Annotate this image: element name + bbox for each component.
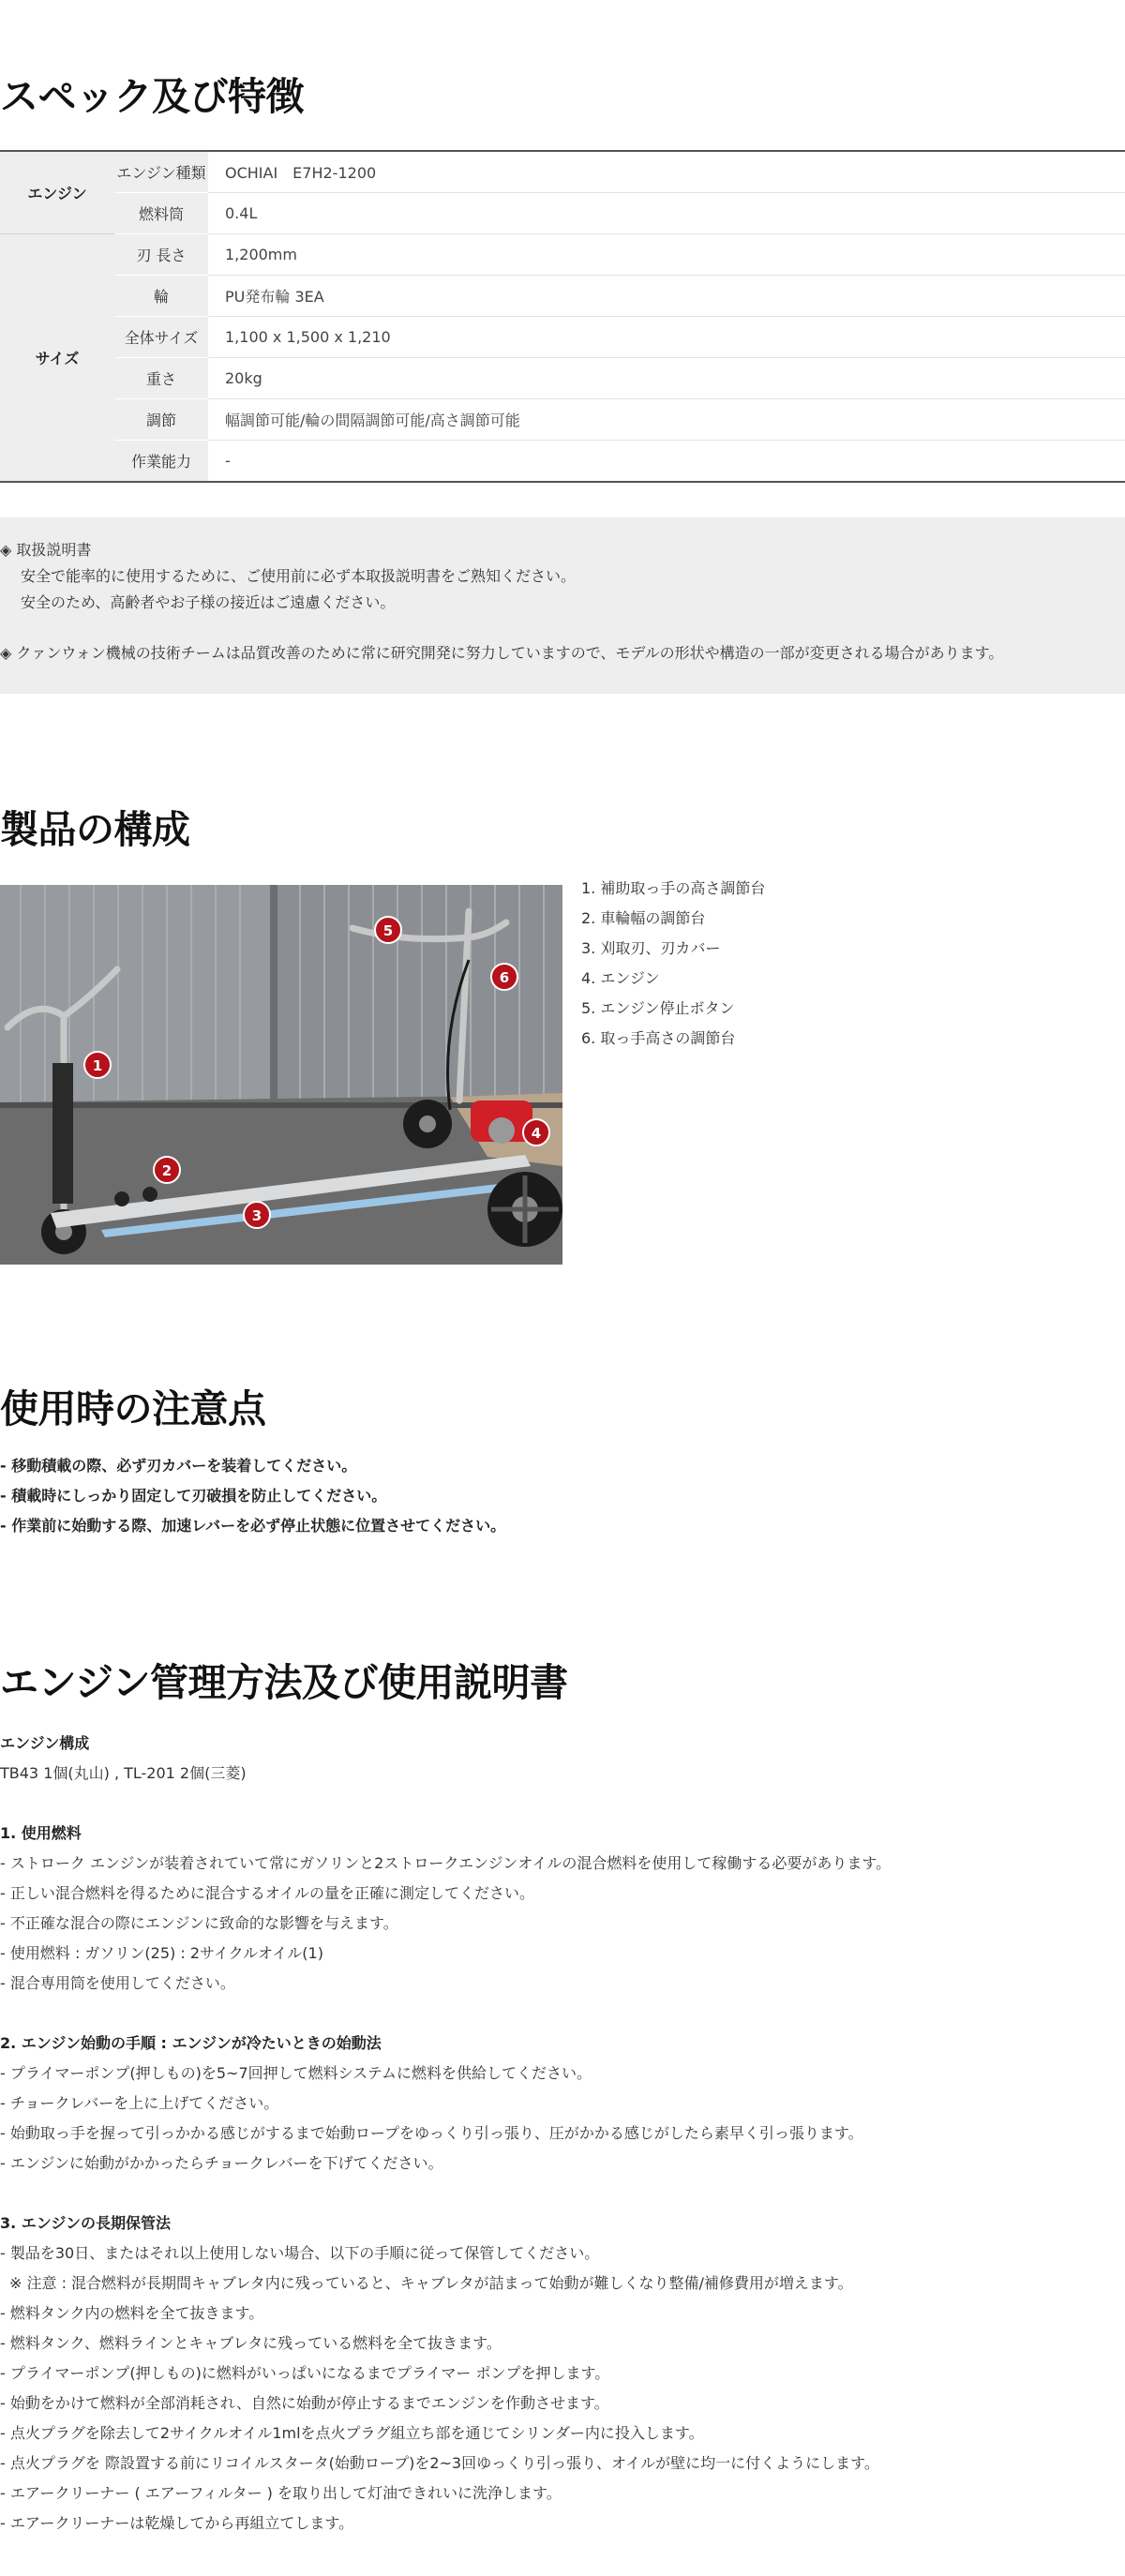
marker-label: 3	[251, 1207, 262, 1224]
section-heading: 3. エンジンの長期保管法	[0, 2214, 171, 2232]
section-heading: 1. 使用燃料	[0, 1824, 82, 1842]
spec-value: -	[225, 452, 231, 470]
list-item: 6. 取っ手高さの調節台	[581, 1029, 736, 1047]
list-item: - 使用燃料 : ガソリン(25) : 2サイクルオイル(1)	[0, 1944, 323, 1962]
list-item: 4. エンジン	[581, 969, 660, 987]
marker-label: 4	[531, 1125, 542, 1142]
list-item: 1. 補助取っ手の高さ調節台	[581, 879, 766, 897]
composition-list	[581, 876, 765, 1056]
spec-value: 1,100 x 1,500 x 1,210	[208, 317, 1125, 358]
spec-value: PU発布輪 3EA	[208, 276, 1125, 317]
product-illustration	[0, 885, 562, 1265]
marker-5	[375, 917, 401, 943]
manual-notice-line: 安全で能率的に使用するために、ご使用前に必ず本取扱説明書をご熟知ください。	[21, 567, 577, 585]
caution-title: 使用時の注意点	[0, 1386, 266, 1431]
manual-notice-line: 安全のため、高齢者やお子様の接近はご遠慮ください。	[21, 593, 396, 611]
list-item: - 燃料タンク、燃料ラインとキャブレタに残っている燃料を全て抜きます。	[0, 2334, 502, 2352]
spec-label: エンジン種類	[114, 151, 208, 193]
list-item: - 製品を30日、またはそれ以上使用しない場合、以下の手順に従って保管してください。	[0, 2244, 600, 2262]
spec-table	[0, 150, 1125, 483]
marker-6	[491, 964, 518, 990]
list-item: - エアークリーナー ( エアーフィルター ) を取り出して灯油できれいに洗浄します。	[0, 2484, 562, 2502]
list-item: - 正しい混合燃料を得るために混合するオイルの量を正確に測定してください。	[0, 1884, 535, 1902]
caution-list	[0, 1454, 505, 1544]
spec-value: 0.4L	[208, 193, 1125, 234]
manual-notice-title: ◈ 取扱説明書	[0, 541, 92, 559]
spec-value: 1,200mm	[208, 234, 1125, 276]
engine-text: TB43 1個(丸山) , TL-201 2個(三菱)	[0, 1764, 247, 1782]
list-item: ※ 注意 : 混合燃料が長期間キャブレタ内に残っていると、キャブレタが詰まって始動が難しくなり整備/補修費用が増えます。	[9, 2274, 853, 2292]
list-item: - ストローク エンジンが装着されていて常にガソリンと2ストロークエンジンオイルの混合燃料を使用して稼働する必要があります。	[0, 1854, 892, 1872]
spec-label: 全体サイズ	[114, 317, 208, 358]
notice-box	[0, 517, 1125, 694]
list-item: - エンジンに始動がかかったらチョークレバーを下げてください。	[0, 2154, 443, 2172]
table-row	[0, 399, 1125, 441]
marker-1	[84, 1052, 111, 1078]
list-item: 2. 車輪幅の調節台	[581, 909, 706, 927]
spec-label: 重さ	[114, 358, 208, 399]
spec-label: 作業能力	[114, 441, 208, 483]
spec-value: 幅調節可能/輪の間隔調節可能/高さ調節可能	[208, 399, 1125, 441]
marker-4	[523, 1119, 549, 1146]
list-item: - 点火プラグを 際設置する前にリコイルスタータ(始動ロープ)を2~3回ゆっくり引っ張り、オイルが壁に均一に付くようにします。	[0, 2454, 879, 2472]
manual-body	[0, 1733, 891, 2543]
table-row	[0, 234, 1125, 276]
table-row	[0, 358, 1125, 399]
composition-title: 製品の構成	[0, 807, 190, 852]
marker-label: 1	[92, 1057, 103, 1074]
list-item: 3. 刈取刃、刃カバー	[581, 939, 721, 957]
table-row	[0, 193, 1125, 234]
spec-label: 燃料筒	[114, 193, 208, 234]
marker-2	[154, 1157, 180, 1183]
spec-value: 20kg	[208, 358, 1125, 399]
marker-label: 2	[161, 1162, 172, 1179]
engine-heading: エンジン構成	[0, 1734, 90, 1752]
list-item: 5. エンジン停止ボタン	[581, 999, 735, 1017]
group-label-engine: エンジン	[0, 151, 114, 234]
marker-label: 5	[382, 922, 394, 939]
marker-label: 6	[499, 969, 510, 986]
spec-value: OCHIAI E7H2-1200	[208, 151, 1125, 193]
table-row	[0, 276, 1125, 317]
table-row	[0, 151, 1125, 193]
marker-3	[244, 1202, 270, 1228]
list-item: - プライマーポンプ(押しもの)を5~7回押して燃料システムに燃料を供給してください。	[0, 2064, 592, 2082]
table-row	[0, 317, 1125, 358]
list-item: - プライマーポンプ(押しもの)に燃料がいっぱいになるまでプライマー ポンプを押します。	[0, 2364, 610, 2382]
list-item: - 始動取っ手を握って引っかかる感じがするまで始動ロープをゆっくり引っ張り、圧がかかる感じがしたら素早く引っ張ります。	[0, 2124, 863, 2142]
spec-label: 刃 長さ	[114, 234, 208, 276]
list-item: - エアークリーナーは乾燥してから再組立てします。	[0, 2514, 354, 2532]
spec-title: スペック及び特徴	[0, 74, 304, 119]
section-heading: 2. エンジン始動の手順 : エンジンが冷たいときの始動法	[0, 2034, 382, 2052]
list-item: - 移動積載の際、必ず刃カバーを装着してください。	[0, 1457, 357, 1475]
list-item: - 積載時にしっかり固定して刃破損を防止してください。	[0, 1487, 387, 1505]
product-photo	[0, 885, 562, 1265]
list-item: - 混合専用筒を使用してください。	[0, 1974, 235, 1992]
spec-label: 調節	[114, 399, 208, 441]
list-item: - チョークレバーを上に上げてください。	[0, 2094, 279, 2112]
group-label-size: サイズ	[0, 234, 114, 483]
list-item: - 始動をかけて燃料が全部消耗され、自然に始動が停止するまでエンジンを作動させます。	[0, 2394, 609, 2412]
list-item: - 作業前に始動する際、加速レバーを必ず停止状態に位置させてください。	[0, 1517, 506, 1535]
table-row	[0, 441, 1125, 483]
list-item: - 点火プラグを除去して2サイクルオイル1mlを点火プラグ組立ち部を通じてシリンダー内に投入します。	[0, 2424, 704, 2442]
spec-label: 輪	[114, 276, 208, 317]
manual-title: エンジン管理方法及び使用説明書	[0, 1660, 568, 1705]
list-item: - 不正確な混合の際にエンジンに致命的な影響を与えます。	[0, 1914, 398, 1932]
tech-notice: ◈ クァンウォン機械の技術チームは品質改善のために常に研究開発に努力していますので、モデルの形状や構造の一部が変更される場合があります。	[0, 644, 1004, 662]
list-item: - 燃料タンク内の燃料を全て抜きます。	[0, 2304, 264, 2322]
